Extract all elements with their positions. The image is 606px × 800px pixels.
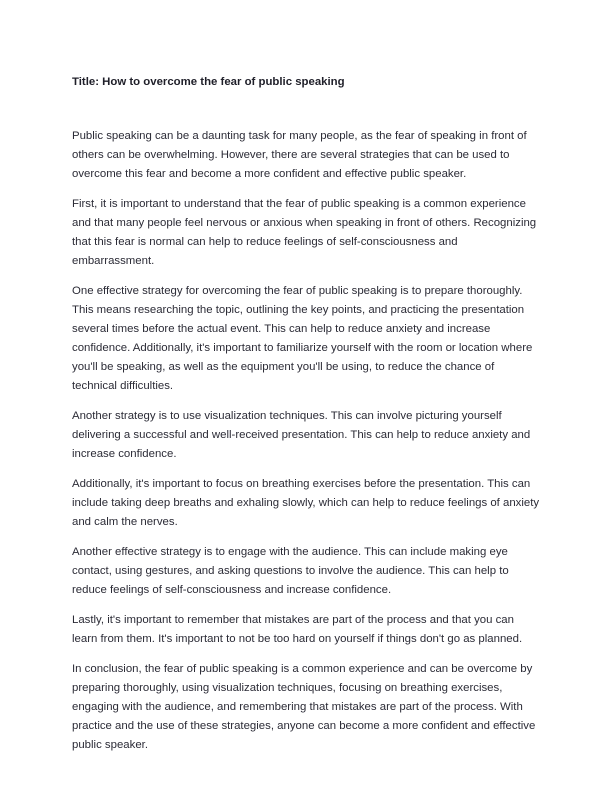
- document-content: [72, 73, 542, 766]
- paragraph-breathing: Additionally, it's important to focus on breathing exercises before the presentation. This can include taking deep breaths and exhaling slowly, which can help to reduce feelings of anxiety and calm the nerves.: [72, 478, 540, 528]
- document-body: [72, 127, 542, 755]
- paragraph-conclusion: In conclusion, the fear of public speaking is a common experience and can be overcome by preparing thoroughly, using visualization techniques, focusing on breathing exercises, engaging with the audience, and remembering that mistakes are part of the process. With practice and the use of these strategies, anyone can become a more confident and effective public speaker.: [72, 663, 536, 751]
- paragraph-engage-audience: Another effective strategy is to engage with the audience. This can include making eye contact, using gestures, and asking questions to involve the audience. This can help to reduce feelings of self-consciousness and increase confidence.: [72, 546, 509, 596]
- paragraph-visualization: Another strategy is to use visualization techniques. This can involve picturing yourself delivering a successful and well-received presentation. This can help to reduce anxiety and increase confidence.: [72, 410, 531, 460]
- paragraph-mistakes: Lastly, it's important to remember that mistakes are part of the process and that you can learn from them. It's important to not be too hard on yourself if things don't go as planned.: [72, 614, 523, 645]
- paragraph-intro: Public speaking can be a daunting task for many people, as the fear of speaking in front of others can be overwhelming. However, there are several strategies that can be used to overcome this fear and become a more confident and effective public speaker.: [72, 130, 527, 180]
- document-title: Title: How to overcome the fear of public speaking: [72, 76, 345, 88]
- paragraph-prepare: One effective strategy for overcoming the fear of public speaking is to prepare thoroughly. This means researching the topic, outlining the key points, and practicing the presentation several times before the actual event. This can help to reduce anxiety and increase confidence. Additionally, it's important to familiarize yourself with the room or location where you'll be speaking, as well as the equipment you'll be using, to reduce the chance of technical difficulties.: [72, 285, 533, 392]
- paragraph-understand-fear: First, it is important to understand that the fear of public speaking is a common experience and that many people feel nervous or anxious when speaking in front of others. Recognizing that this fear is normal can help to reduce feelings of self-consciousness and embarrassment.: [72, 198, 537, 267]
